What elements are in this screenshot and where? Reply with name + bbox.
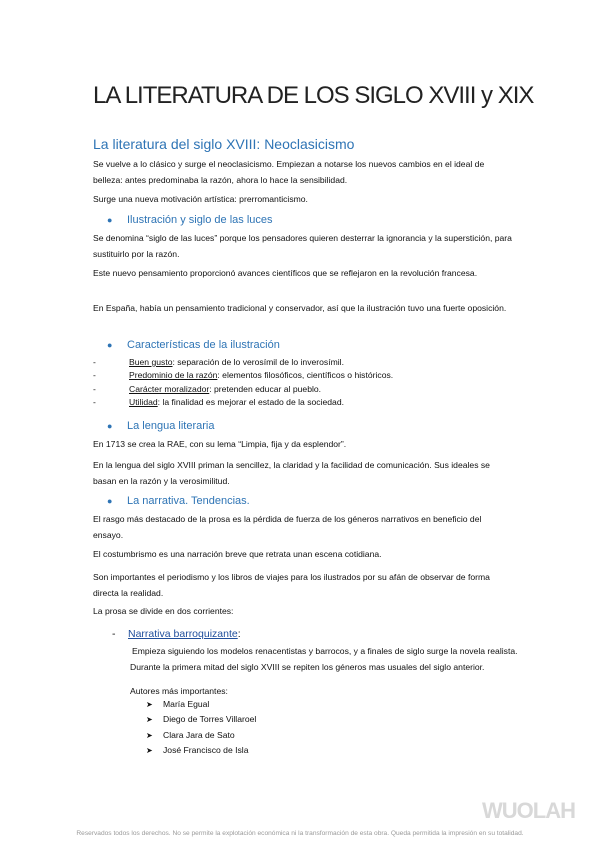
paragraph-narrativa-1: El rasgo más destacado de la prosa es la pérdida de fuerza de los géneros narrativos en beneficio del ensayo. bbox=[93, 514, 482, 540]
arrow-bullet-icon: ➤ bbox=[146, 730, 153, 740]
list-item: ➤ Diego de Torres Villaroel bbox=[146, 712, 256, 727]
paragraph-ilustracion-1: Se denomina “siglo de las luces” porque los pensadores quieren desterrar la ignorancia y la superstición, para sustituirlo por la razón. bbox=[93, 233, 512, 259]
bullet-icon: ● bbox=[107, 421, 113, 431]
footer-notice: Reservados todos los derechos. No se permite la explotación económica ni la transformación de esta obra. Queda permitida la impresión en su totalidad. bbox=[76, 830, 524, 837]
bullet-icon: ● bbox=[107, 340, 113, 350]
list-item: - Buen gusto: separación de lo verosímil de lo inverosímil. bbox=[93, 357, 344, 367]
list-item: - Utilidad: la finalidad es mejorar el estado de la sociedad. bbox=[93, 396, 344, 407]
item-term: Predominio de la razón bbox=[129, 370, 218, 381]
bullet-icon: ● bbox=[107, 496, 113, 506]
list-item: - Predominio de la razón: elementos filosóficos, científicos o históricos. bbox=[93, 370, 394, 381]
narrativa-barroquizante-heading: - Narrativa barroquizante: bbox=[112, 628, 241, 640]
paragraph-narrativa-4: La prosa se divide en dos corrientes: bbox=[93, 606, 234, 616]
list-item: ➤ Clara Jara de Sato bbox=[146, 728, 256, 743]
paragraph-ilustracion-2: Este nuevo pensamiento proporcionó avances científicos que se reflejaron en la revolución francesa. bbox=[93, 268, 478, 278]
paragraph-lengua-2: En la lengua del siglo XVIII priman la sencillez, la claridad y la facilidad de comunicación. Sus ideales se basan en la razón y la verosimilitud. bbox=[93, 460, 490, 486]
paragraph-barroquizante: Empieza siguiendo los modelos renacentistas y barrocos, y a finales de siglo surge la novela realista. Durante la primera mitad del siglo XVIII se repiten los géneros mas usuales del siglo anterior. bbox=[130, 646, 518, 672]
arrow-bullet-icon: ➤ bbox=[146, 715, 153, 725]
page-title: LA LITERATURA DE LOS SIGLO XVIII y XIX bbox=[93, 82, 534, 109]
item-term: Buen gusto bbox=[129, 357, 173, 367]
item-term: Utilidad bbox=[129, 396, 158, 407]
paragraph-intro-1: Se vuelve a lo clásico y surge el neoclasicismo. Empiezan a notarse los nuevos cambios en el ideal de belleza: antes predominaba la razón, ahora lo hace la sensibilidad. bbox=[93, 159, 485, 185]
paragraph-narrativa-3: Son importantes el periodismo y los libros de viajes para los ilustrados por su afán de observar de forma directa la realidad. bbox=[93, 572, 490, 598]
list-item: ➤ José Francisco de Isla bbox=[146, 743, 256, 758]
item-term: Carácter moralizador bbox=[129, 383, 210, 394]
list-item: ➤ María Egual bbox=[146, 697, 256, 712]
list-item: - Carácter moralizador: pretenden educar al pueblo. bbox=[93, 383, 322, 394]
heading-lengua: ● La lengua literaria bbox=[107, 420, 215, 432]
heading-caracteristicas: ● Características de la ilustración bbox=[107, 339, 280, 351]
paragraph-ilustracion-3: En España, había un pensamiento tradicional y conservador, así que la ilustración tuvo una fuerte oposición. bbox=[93, 303, 507, 313]
authors-label: Autores más importantes: bbox=[130, 686, 228, 696]
authors-list bbox=[146, 697, 256, 758]
paragraph-narrativa-2: El costumbrismo es una narración breve que retrata unan escena cotidiana. bbox=[93, 549, 382, 559]
wuolah-logo: WUOLAH bbox=[482, 798, 575, 823]
bullet-icon: ● bbox=[107, 215, 113, 225]
paragraph-intro-2: Surge una nueva motivación artística: prerromanticismo. bbox=[93, 194, 308, 204]
heading-ilustracion: ● Ilustración y siglo de las luces bbox=[107, 214, 273, 226]
arrow-bullet-icon: ➤ bbox=[146, 745, 153, 755]
caracteristicas-list bbox=[93, 356, 393, 409]
section-heading: La literatura del siglo XVIII: Neoclasicismo bbox=[93, 136, 355, 152]
heading-narrativa: ● La narrativa. Tendencias. bbox=[107, 495, 250, 507]
arrow-bullet-icon: ➤ bbox=[146, 700, 153, 709]
paragraph-lengua-1: En 1713 se crea la RAE, con su lema “Limpia, fija y da esplendor”. bbox=[93, 439, 347, 449]
narrativa-barroquizante-link[interactable]: Narrativa barroquizante bbox=[128, 628, 238, 640]
